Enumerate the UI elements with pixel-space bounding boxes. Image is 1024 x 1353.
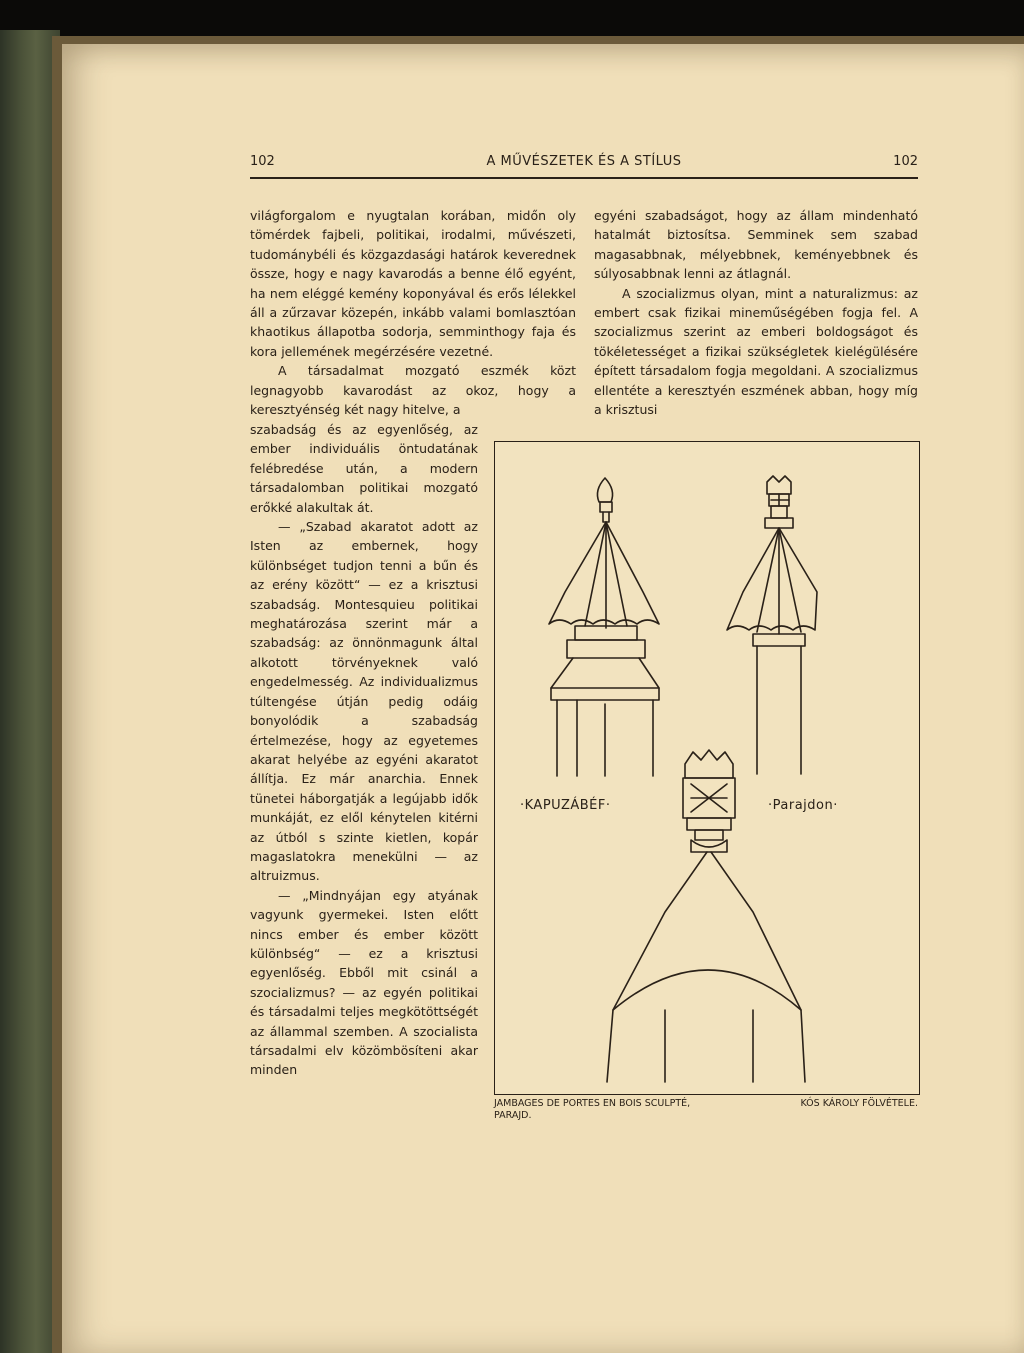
figure-credit: KÓS KÁROLY FÖLVÉTELE. bbox=[800, 1098, 918, 1109]
paragraph: világforgalom e nyugtalan korában, midőn oly tömérdek fajbeli, politikai, irodalmi, művészeti, tudománybéli és közgazdasági határok keverednek össze, hogy e nagy kavarodás a benne élő egyént, ha nem eléggé kemény koponyával és erős lélekkel áll a zűrzavar közepén, inkább valami bomlasztóan khaotikus állapotba sodorja, semminthogy faja és kora jellemének megérzésére vezetné. bbox=[250, 208, 576, 359]
header-rule bbox=[250, 177, 918, 179]
right-gatepost-carving bbox=[727, 476, 817, 774]
paragraph: szabadság és az egyenlőség, az ember individuális öntudatának felébredése után, a modern társadalomban politikai mozgató erőkké alakultak át. bbox=[250, 422, 478, 515]
paragraph: A szocializmus olyan, mint a naturalizmus: az embert csak fizikai mineműségében fogja fel. A szocializmus szerint az emberi boldogságot és tökéletességet a fizikai szükségletek kielégülésére épített társadalom fogja megoldani. A szocializmus ellentéte a keresztyén eszmének abban, hogy míg a krisztusi bbox=[594, 285, 918, 418]
running-title: A MŰVÉSZETEK ÉS A STÍLUS bbox=[486, 154, 682, 169]
figure-caption: JAMBAGES DE PORTES EN BOIS SCULPTÉ, PARAJD. bbox=[494, 1098, 691, 1121]
left-gatepost-carving bbox=[549, 478, 659, 776]
paragraph: egyéni szabadságot, hogy az állam mindenható hatalmát biztosítsa. Semminek sem szabad magasabbnak, mélyebbnek, keményebbnek és súlyosabbnak lenni az átlagnál. bbox=[594, 208, 918, 282]
page-number-left: 102 bbox=[250, 154, 275, 169]
left-column-bottom bbox=[250, 420, 478, 1080]
running-header bbox=[250, 152, 918, 174]
book-spine-cloth bbox=[0, 30, 60, 1353]
paragraph: — „Mindnyájan egy atyának vagyunk gyermekei. Isten előtt nincs ember és ember között különbség“ — ez a krisztusi egyenlőség. Ebből mit csinál a szocializmus? — az egyén politikai és társadalmi teljes megkötöttségét az állammal szemben. A szocialista társadalmi elv közömbösíteni akar minden bbox=[250, 887, 478, 1078]
paragraph: — „Szabad akaratot adott az Isten az embernek, hogy különbséget tudjon tenni a bűn és az erény között“ — ez a krisztusi szabadság. Montesquieu politikai meghatározása szerint már a szabadság: az önnönmagunk által alkotott törvényeknek való engedelmesség. Az individualizmus túltengése útján pedig odáig bonyolódik a szabadság értelmezése, hogy az egyetemes akarat helyébe az egyéni akaratot állítja. Ez már anarchia. Ennek tünetei háborgatják a legújabb idők munkáját, ez elől kénytelen kitérni az útból s szinte kietlen, kopár magaslatokra menekülni — az altruizmus. bbox=[250, 519, 478, 884]
gatepost-drawing bbox=[495, 442, 919, 1094]
drawing-label-left: ·KAPUZÁBÉF· bbox=[520, 798, 611, 813]
right-column-top bbox=[594, 206, 918, 419]
left-column-top bbox=[250, 206, 576, 419]
drawing-label-right: ·Parajdon· bbox=[768, 798, 838, 813]
illustration-frame bbox=[494, 441, 920, 1095]
page-number-right: 102 bbox=[893, 154, 918, 169]
paragraph: A társadalmat mozgató eszmék közt legnagyobb kavarodást az okoz, hogy a keresztyénség két nagy hitelve, a bbox=[250, 363, 576, 418]
